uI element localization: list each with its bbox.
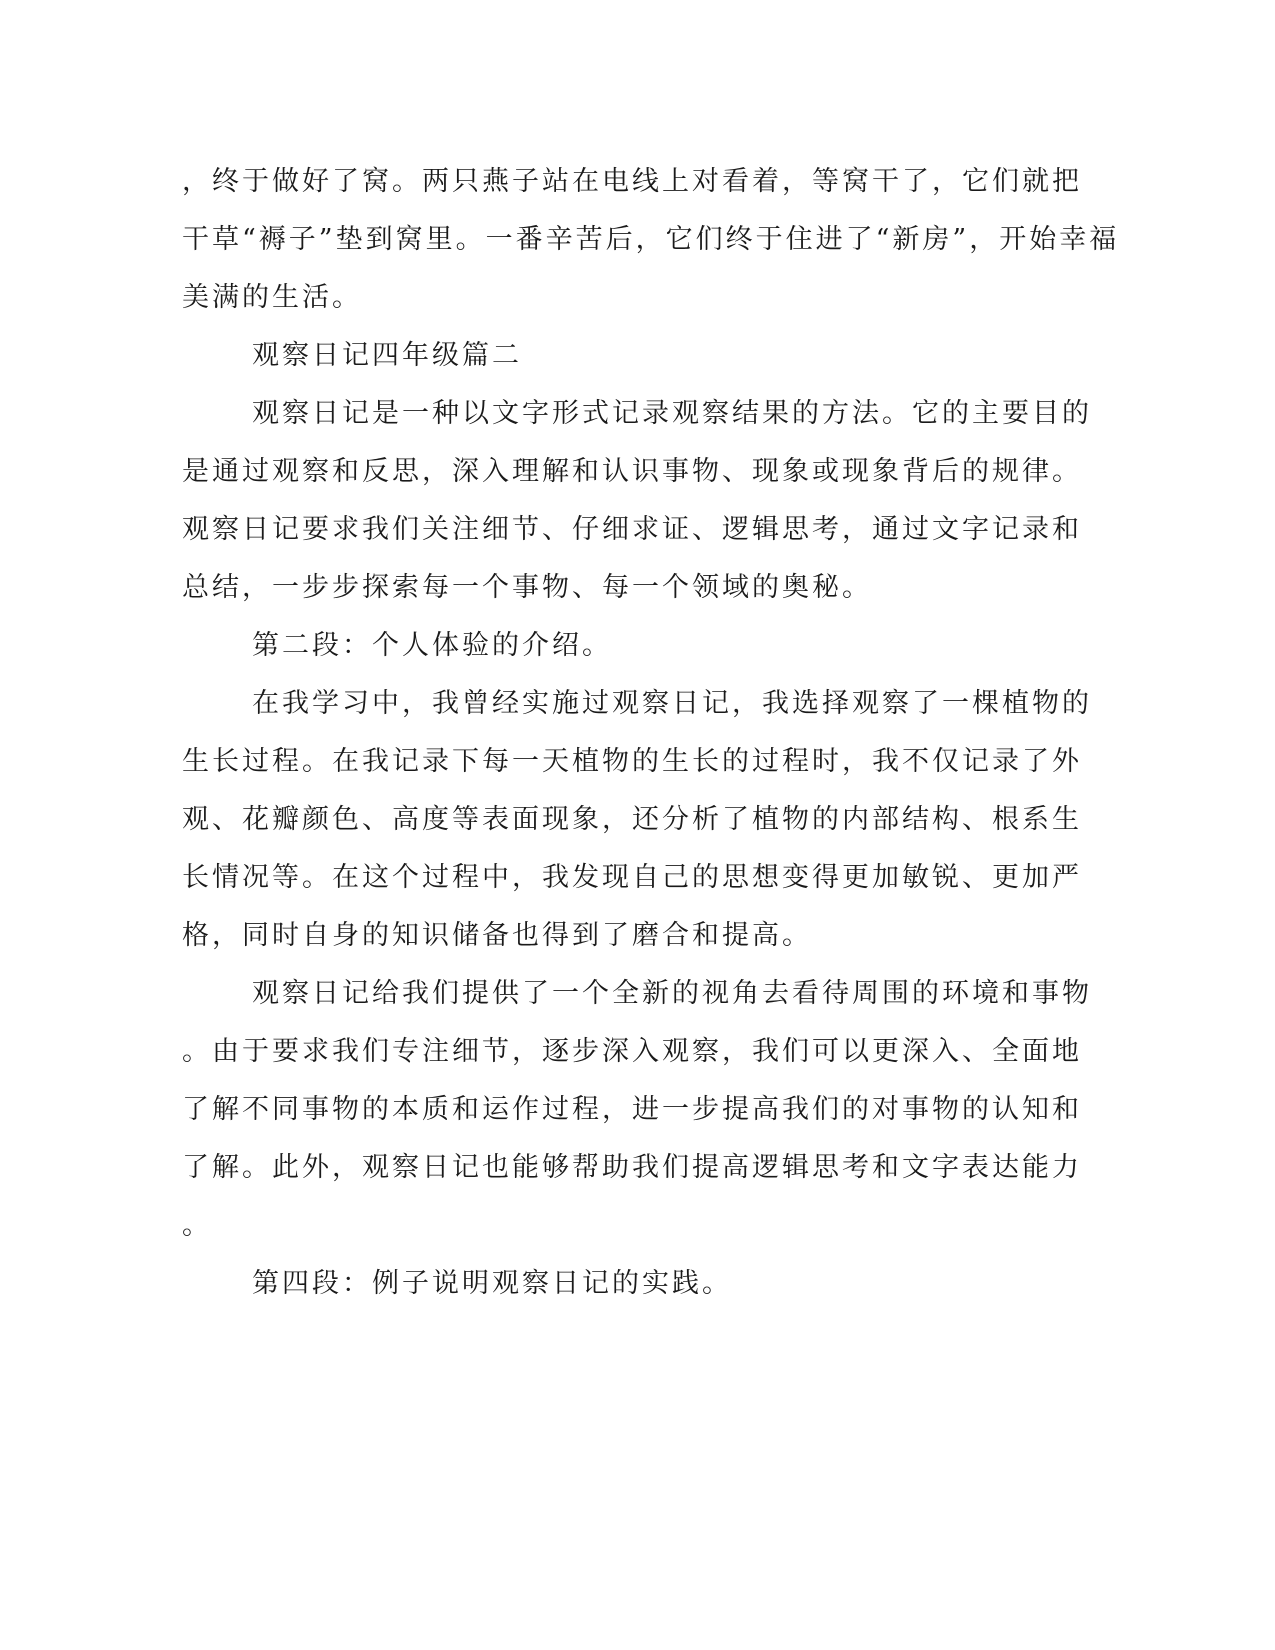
- text-line: 总结，一步步探索每一个事物、每一个领域的奥秘。: [182, 572, 872, 603]
- section-heading: 第二段：个人体验的介绍。: [252, 630, 612, 661]
- text-line: 观、花瓣颜色、高度等表面现象，还分析了植物的内部结构、根系生: [182, 804, 1082, 835]
- text-line: 。由于要求我们专注细节，逐步深入观察，我们可以更深入、全面地: [182, 1036, 1082, 1067]
- paragraph-line: 观察日记是一种以文字形式记录观察结果的方法。它的主要目的: [252, 398, 1092, 429]
- text-line: 了解。此外，观察日记也能够帮助我们提高逻辑思考和文字表达能力: [182, 1152, 1082, 1183]
- text-line: 美满的生活。: [182, 282, 362, 313]
- section-heading: 第四段：例子说明观察日记的实践。: [252, 1268, 732, 1299]
- paragraph-line: 在我学习中，我曾经实施过观察日记，我选择观察了一棵植物的: [252, 688, 1092, 719]
- paragraph-line: 观察日记给我们提供了一个全新的视角去看待周围的环境和事物: [252, 978, 1092, 1009]
- text-line: 了解不同事物的本质和运作过程，进一步提高我们的对事物的认知和: [182, 1094, 1082, 1125]
- text-line: 生长过程。在我记录下每一天植物的生长的过程时，我不仅记录了外: [182, 746, 1082, 777]
- text-line: 长情况等。在这个过程中，我发现自己的思想变得更加敏锐、更加严: [182, 862, 1082, 893]
- text-line: 干草“褥子”垫到窝里。一番辛苦后，它们终于住进了“新房”，开始幸福: [182, 224, 1120, 255]
- text-line: 是通过观察和反思，深入理解和认识事物、现象或现象背后的规律。: [182, 456, 1082, 487]
- text-line: 格，同时自身的知识储备也得到了磨合和提高。: [182, 920, 812, 951]
- text-line: ，终于做好了窝。两只燕子站在电线上对看着，等窝干了，它们就把: [182, 166, 1082, 197]
- text-line: 。: [182, 1210, 212, 1241]
- section-heading: 观察日记四年级篇二: [252, 340, 522, 371]
- text-line: 观察日记要求我们关注细节、仔细求证、逻辑思考，通过文字记录和: [182, 514, 1082, 545]
